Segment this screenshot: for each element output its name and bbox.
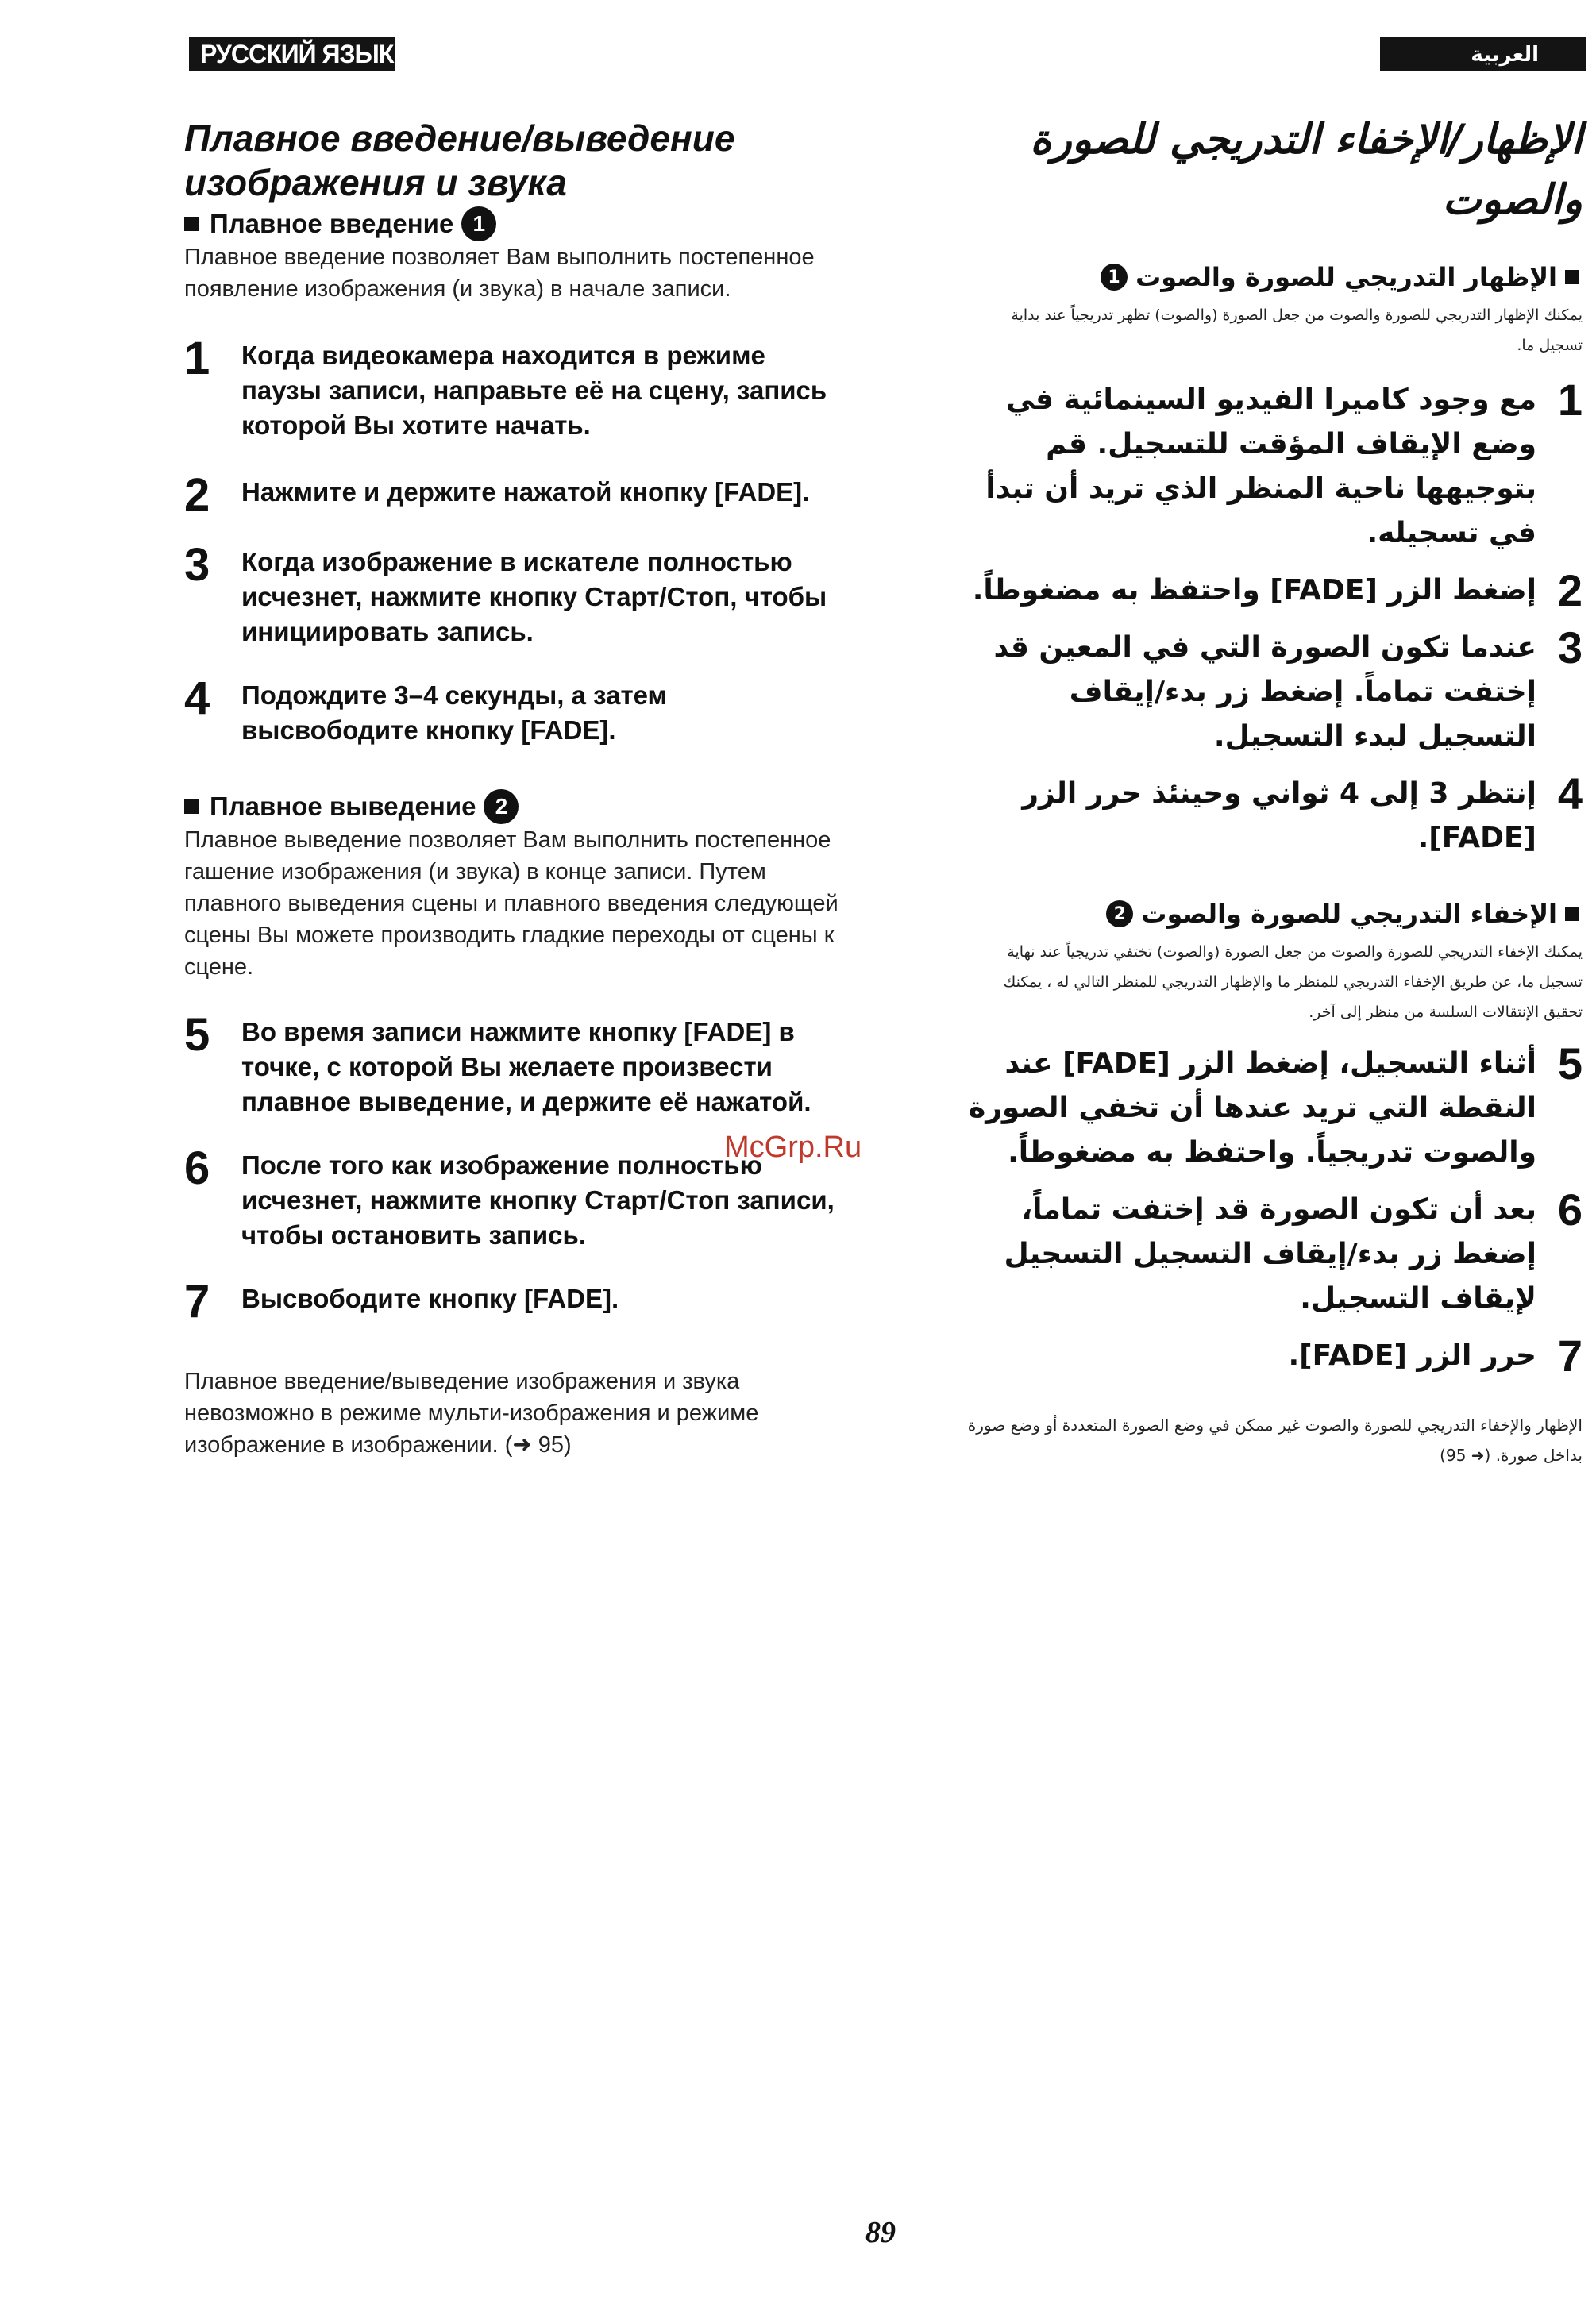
step-1-ru: 1 Когда видеокамера находится в режиме паузы записи, направьте её на сцену, запись которой Вы хотите начать.	[184, 333, 827, 440]
page-title-ru: Плавное введение/выведение изображения и звука	[184, 118, 735, 203]
step-3-ar: 3 عندما تكون الصورة التي في المعين قد إختفت تماماً. إضغط زر بدء/إيقاف التسجيل لبدء التسجيل.	[993, 622, 1583, 753]
note-ru: Плавное введение/выведение изображения и звука невозможно в режиме мульти-изображения и режиме изображение в изображении. (➜ 95)	[184, 1369, 759, 1458]
circled-number-2-icon: 2	[484, 789, 519, 824]
fade-in-description-ru: Плавное введение позволяет Вам выполнить постепенное появление изображения (и звука) в начале записи.	[184, 245, 815, 302]
step-5-ru: 5 Во время записи нажмите кнопку [FADE] в точке, с которой Вы желаете произвести плавное выведение, и держите её нажатой.	[184, 1009, 811, 1116]
circled-number-1-icon: 1	[1101, 264, 1128, 291]
fade-out-heading-ar: الإخفاء التدريجي للصورة والصوت 2	[967, 899, 1583, 929]
fade-out-description-ar: يمكنك الإخفاء التدريجي للصورة والصوت من جعل الصورة (والصوت) تختفي تدريجياً عند نهاية تسجيل ما، عن طريق الإخفاء التدريجي للمنظر ما والإظهار التدريجي للمنظر التالي له ، يمكنك تحقيق الإنتقالات السلسة من منظر إلى آخر.	[1003, 943, 1583, 1021]
step-5-ar: 5 أثناء التسجيل، إضغط الزر [FADE] عند النقطة التي تريد عندها أن تخفي الصورة والصوت تدريجياً. واحتفظ به مضغوطاً.	[968, 1038, 1583, 1169]
step-1-ar: 1 مع وجود كاميرا الفيديو السينمائية في وضع الإيقاف المؤقت للتسجيل. قم بتوجيهها ناحية المنظر الذي تريد أن تبدأ في تسجيله.	[985, 375, 1583, 549]
step-7-ru: 7 Высвободите кнопку [FADE].	[184, 1276, 619, 1327]
step-6-ru: 6 После того как изображение полностью исчезнет, нажмите кнопку Старт/Стоп записи, чтобы остановить запись.	[184, 1142, 835, 1250]
step-2-ar: 2 إضغط الزر [FADE] واحتفظ به مضغوطاً.	[972, 565, 1583, 615]
page-title-ar: الإظهار/الإخفاء التدريجي للصورة والصوت	[1030, 116, 1583, 224]
note-ar: الإظهار والإخفاء التدريجي للصورة والصوت غير ممكن في وضع الصورة المتعددة أو وضع صورة بداخل صورة. (➜ 95)	[967, 1416, 1583, 1465]
circled-number-1-icon: 1	[461, 206, 496, 241]
russian-column	[184, 116, 843, 1461]
fade-out-description-ru: Плавное выведение позволяет Вам выполнить постепенное гашение изображения (и звука) в конце записи. Путем плавного выведения сцены и плавного введения следующей сцены Вы можете производить гладкие переходы от сцены к сцене.	[184, 827, 838, 980]
steps-fade-out-ar	[967, 1038, 1583, 1381]
bullet-square-icon	[184, 217, 199, 231]
step-3-ru: 3 Когда изображение в искателе полностью исчезнет, нажмите кнопку Старт/Стоп, чтобы инициировать запись.	[184, 539, 827, 646]
fade-in-heading-ar: الإظهار التدريجي للصورة والصوت 1	[967, 262, 1583, 292]
step-4-ru: 4 Подождите 3–4 секунды, а затем высвободите кнопку [FADE].	[184, 672, 667, 745]
step-7-ar: 7 حرر الزر [FADE].	[1288, 1331, 1583, 1381]
page-number: 89	[865, 2216, 896, 2249]
step-4-ar: 4 إنتظر 3 إلى 4 ثواني وحينئذ حرر الزر [FADE].	[1022, 769, 1583, 854]
language-tag-arabic: العربية	[1380, 37, 1586, 71]
steps-fade-out-ru	[184, 1009, 843, 1327]
bullet-square-icon	[1565, 270, 1579, 284]
fade-in-heading-ru: Плавное введение 1	[184, 206, 843, 241]
bullet-square-icon	[184, 799, 199, 814]
fade-out-heading-ru: Плавное выведение 2	[184, 789, 843, 824]
watermark: McGrp.Ru	[724, 1131, 862, 1164]
steps-fade-in-ru	[184, 333, 843, 748]
arabic-column	[967, 110, 1583, 1470]
step-6-ar: 6 بعد أن تكون الصورة قد إختفت تماماً، إضغط زر بدء/إيقاف التسجيل التسجيل لإيقاف التسجيل.	[1004, 1185, 1583, 1315]
circled-number-2-icon: 2	[1106, 900, 1133, 927]
bullet-square-icon	[1565, 907, 1579, 921]
language-tag-russian: РУССКИЙ ЯЗЫК	[189, 37, 395, 71]
step-2-ru: 2 Нажмите и держите нажатой кнопку [FADE].	[184, 469, 810, 521]
fade-in-description-ar: يمكنك الإظهار التدريجي للصورة والصوت من جعل الصورة (والصوت) تظهر تدريجياً عند بداية تسجيل ما.	[1011, 306, 1583, 354]
steps-fade-in-ar	[967, 375, 1583, 861]
